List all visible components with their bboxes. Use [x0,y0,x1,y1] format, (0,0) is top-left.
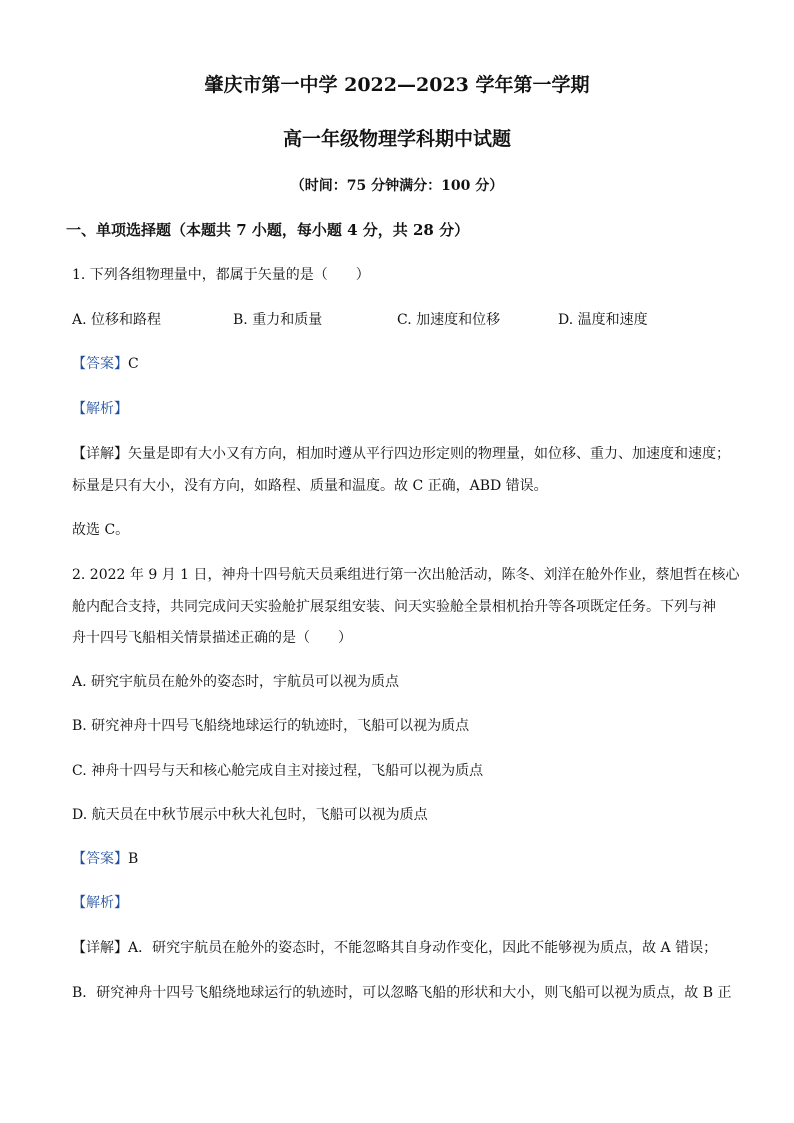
q2-option-b: B. 研究神舟十四号飞船绕地球运行的轨迹时，飞船可以视为质点 [72,718,470,734]
q1-stem: 1. 下列各组物理量中，都属于矢量的是（ ） [72,267,370,283]
q1-option-a: A. 位移和路程 [72,312,162,328]
exam-info: （时间：75 分钟满分：100 分） [290,178,504,194]
q2-stem-line-3: 舟十四号飞船相关情景描述正确的是（ ） [72,630,352,646]
q1-conclusion: 故选 C。 [72,522,130,538]
q1-answer-tag: 【答案】 [72,356,128,372]
q2-option-d: D. 航天员在中秋节展示中秋大礼包时，飞船可以视为质点 [72,807,428,823]
q1-option-c: C. 加速度和位移 [397,312,501,328]
q2-stem-line-1: 2. 2022 年 9 月 1 日，神舟十四号航天员乘组进行第一次出舱活动，陈冬、刘洋在舱外作业，蔡旭哲在核心 [72,567,740,583]
q2-analysis-tag: 【解析】 [72,895,128,911]
q2-option-c: C. 神舟十四号与天和核心舱完成自主对接过程，飞船可以视为质点 [72,763,484,779]
school-title: 肇庆市第一中学 2022—2023 学年第一学期 [204,74,590,96]
q2-detail-line-1 [72,938,717,958]
q1-analysis-tag: 【解析】 [72,401,128,417]
q1-detail-text-1: 矢量是即有大小又有方向，相加时遵从平行四边形定则的物理量，如位移、重力、加速度和速度； [128,446,730,462]
exam-title: 高一年级物理学科期中试题 [282,128,511,150]
q2-detail-line-2: B．研究神舟十四号飞船绕地球运行的轨迹时，可以忽略飞船的形状和大小，则飞船可以视为质点，故 B 正 [72,985,732,1001]
q1-answer-value: C [128,356,139,372]
q2-option-a: A. 研究宇航员在舱外的姿态时，宇航员可以视为质点 [72,674,400,690]
q2-answer-value: B [128,851,139,867]
q2-answer-line [72,849,138,869]
q1-answer-line [72,354,139,374]
q1-option-d: D. 温度和速度 [558,312,648,328]
q1-option-b: B. 重力和质量 [233,312,323,328]
q2-stem-line-2: 舱内配合支持，共同完成问天实验舱扩展泵组安装、问天实验舱全景相机抬升等各项既定任务。下列与神 [72,599,716,615]
q2-answer-tag: 【答案】 [72,851,128,867]
q1-detail-line-1 [72,444,730,464]
q1-detail-tag: 【详解】 [72,446,128,462]
q2-detail-tag: 【详解】 [72,940,128,956]
q2-detail-text-1: A．研究宇航员在舱外的姿态时，不能忽略其自身动作变化，因此不能够视为质点，故 A 错误； [128,940,718,956]
section-heading: 一、单项选择题（本题共 7 小题，每小题 4 分，共 28 分） [66,221,470,239]
q1-detail-line-2: 标量是只有大小，没有方向，如路程、质量和温度。故 C 正确，ABD 错误。 [72,478,548,494]
